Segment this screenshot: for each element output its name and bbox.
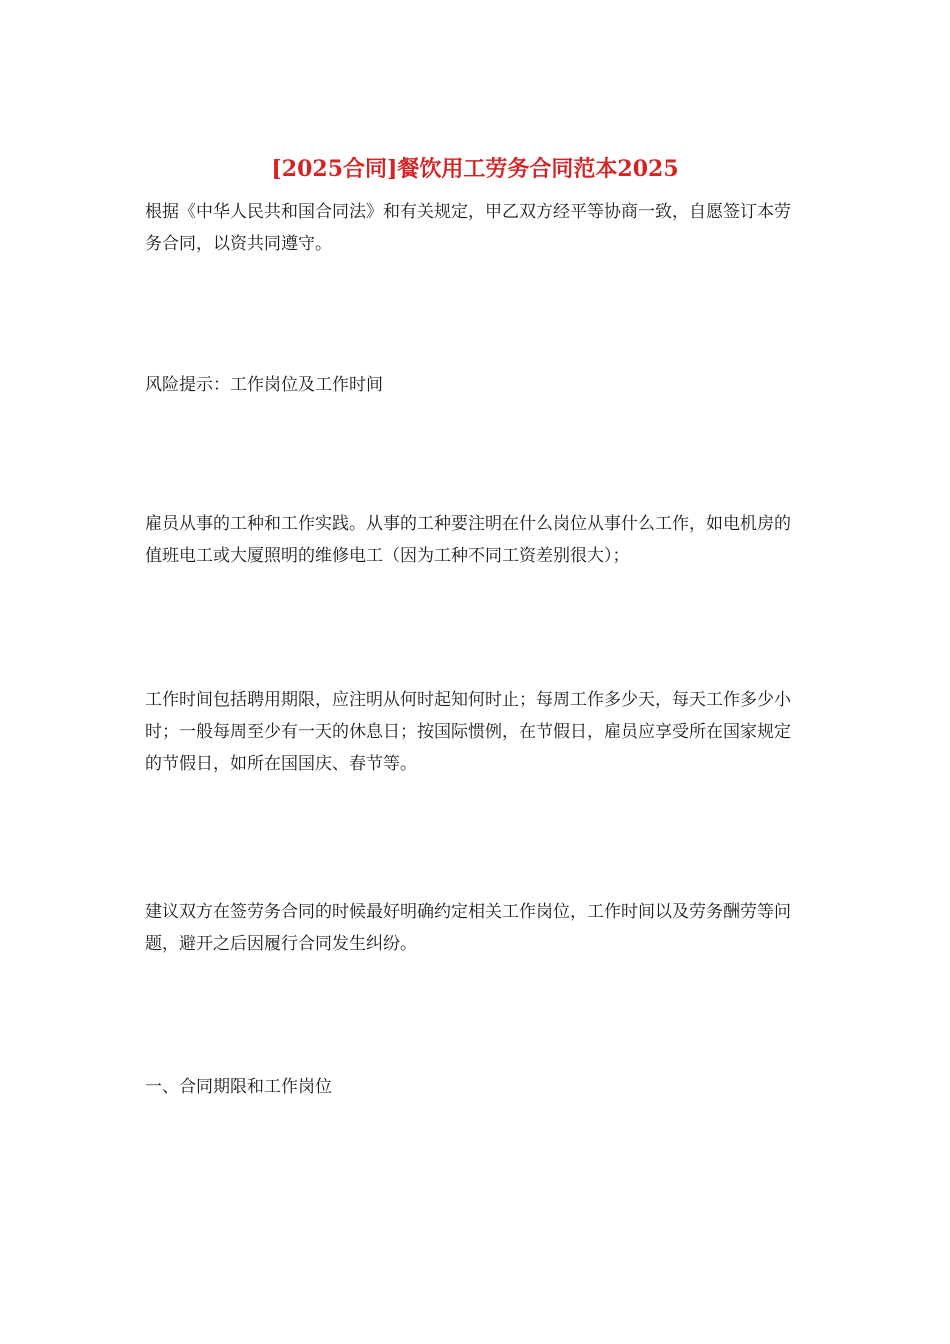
- section-heading-1: 一、合同期限和工作岗位: [145, 1077, 332, 1097]
- paragraph-risk-heading: 风险提示：工作岗位及工作时间: [145, 375, 383, 395]
- document-title: [2025合同]餐饮用工劳务合同范本2025: [271, 156, 679, 182]
- paragraph-work-time: 工作时间包括聘用期限，应注明从何时起知何时止；每周工作多少天，每天工作多少小时；一般每周至少有一天的休息日；按国际惯例，在节假日，雇员应享受所在国家规定的节假日，如所在国国庆、春节等。: [145, 690, 791, 774]
- paragraph-job-type: 雇员从事的工种和工作实践。从事的工种要注明在什么岗位从事什么工作，如电机房的值班电工或大厦照明的维修电工（因为工种不同工资差别很大）；: [145, 514, 791, 566]
- paragraph-intro: 根据《中华人民共和国合同法》和有关规定，甲乙双方经平等协商一致，自愿签订本劳务合同，以资共同遵守。: [145, 202, 791, 254]
- paragraph-suggestion: 建议双方在签劳务合同的时候最好明确约定相关工作岗位，工作时间以及劳务酬劳等问题，避开之后因履行合同发生纠纷。: [145, 902, 791, 954]
